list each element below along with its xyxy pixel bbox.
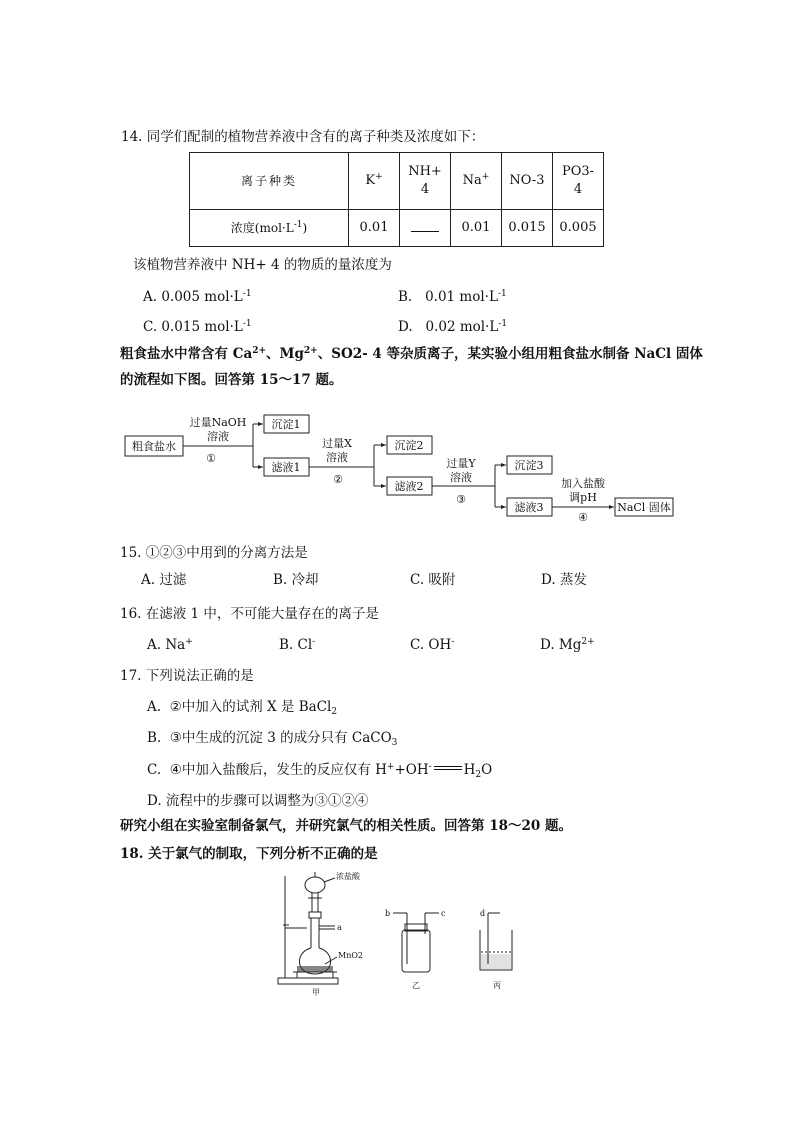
flow-precip1: 沉淀1: [271, 418, 301, 431]
value-po4: 0.005: [553, 210, 604, 247]
q16-option-a: A. Na+: [147, 637, 193, 653]
ion-concentration-table: [189, 152, 604, 247]
separatory-funnel: [305, 877, 325, 893]
value-no3: 0.015: [502, 210, 553, 247]
flow-diagram: [115, 405, 685, 525]
value-k: 0.01: [349, 210, 400, 247]
value-nh4-blank: [400, 210, 451, 247]
gas-washing-bottle: [402, 930, 430, 972]
value-na: 0.01: [451, 210, 502, 247]
q14-question: 该植物营养液中 NH+ 4 的物质的量浓度为: [133, 257, 392, 273]
stand-base: [278, 978, 338, 984]
q17-option-b: B. ③中生成的沉淀 3 的成分只有 CaCO$_3$: [147, 730, 398, 748]
flow-step1-num: ①: [206, 452, 216, 465]
flow-filtrate1: 滤液1: [271, 461, 301, 474]
label-conc-hcl: 浓盐酸: [336, 872, 360, 881]
flow-precip2: 沉淀2: [394, 439, 424, 452]
q15-option-b: B. 冷却: [273, 572, 319, 588]
label-port-c: c: [441, 909, 446, 918]
label-mno2: MnO2: [338, 951, 363, 960]
q17-option-c: C. ④中加入盐酸后，发生的反应仅有 H++OH- $H_2O$: [147, 762, 493, 780]
q14-option-c: C. 0.015 $mol\cdot L^{-1}$: [143, 319, 252, 335]
intro-18-20: 研究小组在实验室制备氯气，并研究氯气的相关性质。回答第 18～20 题。: [120, 818, 572, 834]
label-bing: 丙: [493, 981, 501, 990]
answer-blank: [411, 219, 439, 232]
ion-po4: PO3- 4: [553, 153, 604, 210]
q15-option-a: A. 过滤: [141, 572, 187, 588]
flow-step4-reagent: 加入盐酸: [561, 477, 605, 490]
ion-na: Na+: [451, 153, 502, 210]
q14-option-d: D. 0.02 $mol\cdot L^{-1}$: [398, 319, 508, 335]
table-header-ion-type: 离子种类: [190, 153, 349, 210]
flow-step3-reagent-2: 溶液: [450, 471, 472, 484]
q14-option-a: A. 0.005 $mol\cdot L^{-1}$: [143, 289, 252, 305]
q18-stem: 18. 关于氯气的制取，下列分析不正确的是: [120, 846, 378, 862]
flow-step2-num: ②: [333, 473, 343, 486]
flow-step1-reagent-2: 溶液: [207, 430, 229, 443]
flow-crude-label: 粗食盐水: [132, 440, 176, 453]
flow-step4-reagent-2: 调pH: [569, 491, 597, 504]
label-port-a: a: [337, 923, 342, 932]
q16-stem: 16. 在滤液 1 中，不可能大量存在的离子是: [120, 606, 379, 622]
q16-option-c: C. OH-: [410, 637, 455, 653]
label-jia: 甲: [312, 988, 320, 997]
q15-option-c: C. 吸附: [410, 572, 456, 588]
flow-filtrate2: 滤液2: [394, 480, 424, 493]
ion-no3: NO-3: [502, 153, 553, 210]
flow-step2-reagent: 过量X: [322, 437, 352, 450]
flow-product: NaCl 固体: [617, 501, 671, 514]
q15-stem: 15. ①②③中用到的分离方法是: [120, 545, 308, 561]
q14-stem: 14. 同学们配制的植物营养液中含有的离子种类及浓度如下：: [121, 129, 485, 145]
q16-option-d: D. $Mg^{2+}$: [540, 637, 595, 653]
q14-option-b: B. 0.01 $mol\cdot L^{-1}$: [398, 289, 507, 305]
ion-k: K+: [349, 153, 400, 210]
q17-stem: 17. 下列说法正确的是: [120, 668, 254, 684]
chlorine-apparatus-diagram: [275, 868, 540, 1000]
flow-filtrate3: 滤液3: [514, 501, 544, 514]
q17-option-a: A. ②中加入的试剂 X 是 BaCl$_2$: [147, 699, 338, 717]
q16-option-b: B. Cl-: [279, 637, 316, 653]
flow-step1-reagent: 过量NaOH: [189, 416, 247, 429]
q15-option-d: D. 蒸发: [541, 572, 587, 588]
table-header-concentration: 浓度$(mol\cdot L^{-1})$: [190, 210, 349, 247]
flow-step4-num: ④: [578, 511, 588, 524]
label-yi: 乙: [412, 981, 420, 990]
flow-precip3: 沉淀3: [514, 459, 544, 472]
flow-step2-reagent-2: 溶液: [326, 451, 348, 464]
intro-15-17-line2: 的流程如下图。回答第 15～17 题。: [120, 372, 343, 388]
ion-nh4: NH+ 4: [400, 153, 451, 210]
intro-15-17-line1: 粗食盐水中常含有 $Ca^{2+}$、$Mg^{2+}$、SO2- 4 等杂质离子，某实验小组用粗食盐水制备 NaCl 固体: [120, 346, 703, 362]
label-port-d: d: [480, 909, 486, 918]
q17-option-d: D. 流程中的步骤可以调整为③①②④: [147, 793, 369, 809]
flow-step3-num: ③: [456, 493, 466, 506]
label-port-b: b: [385, 909, 391, 918]
flow-step3-reagent: 过量Y: [446, 457, 476, 470]
